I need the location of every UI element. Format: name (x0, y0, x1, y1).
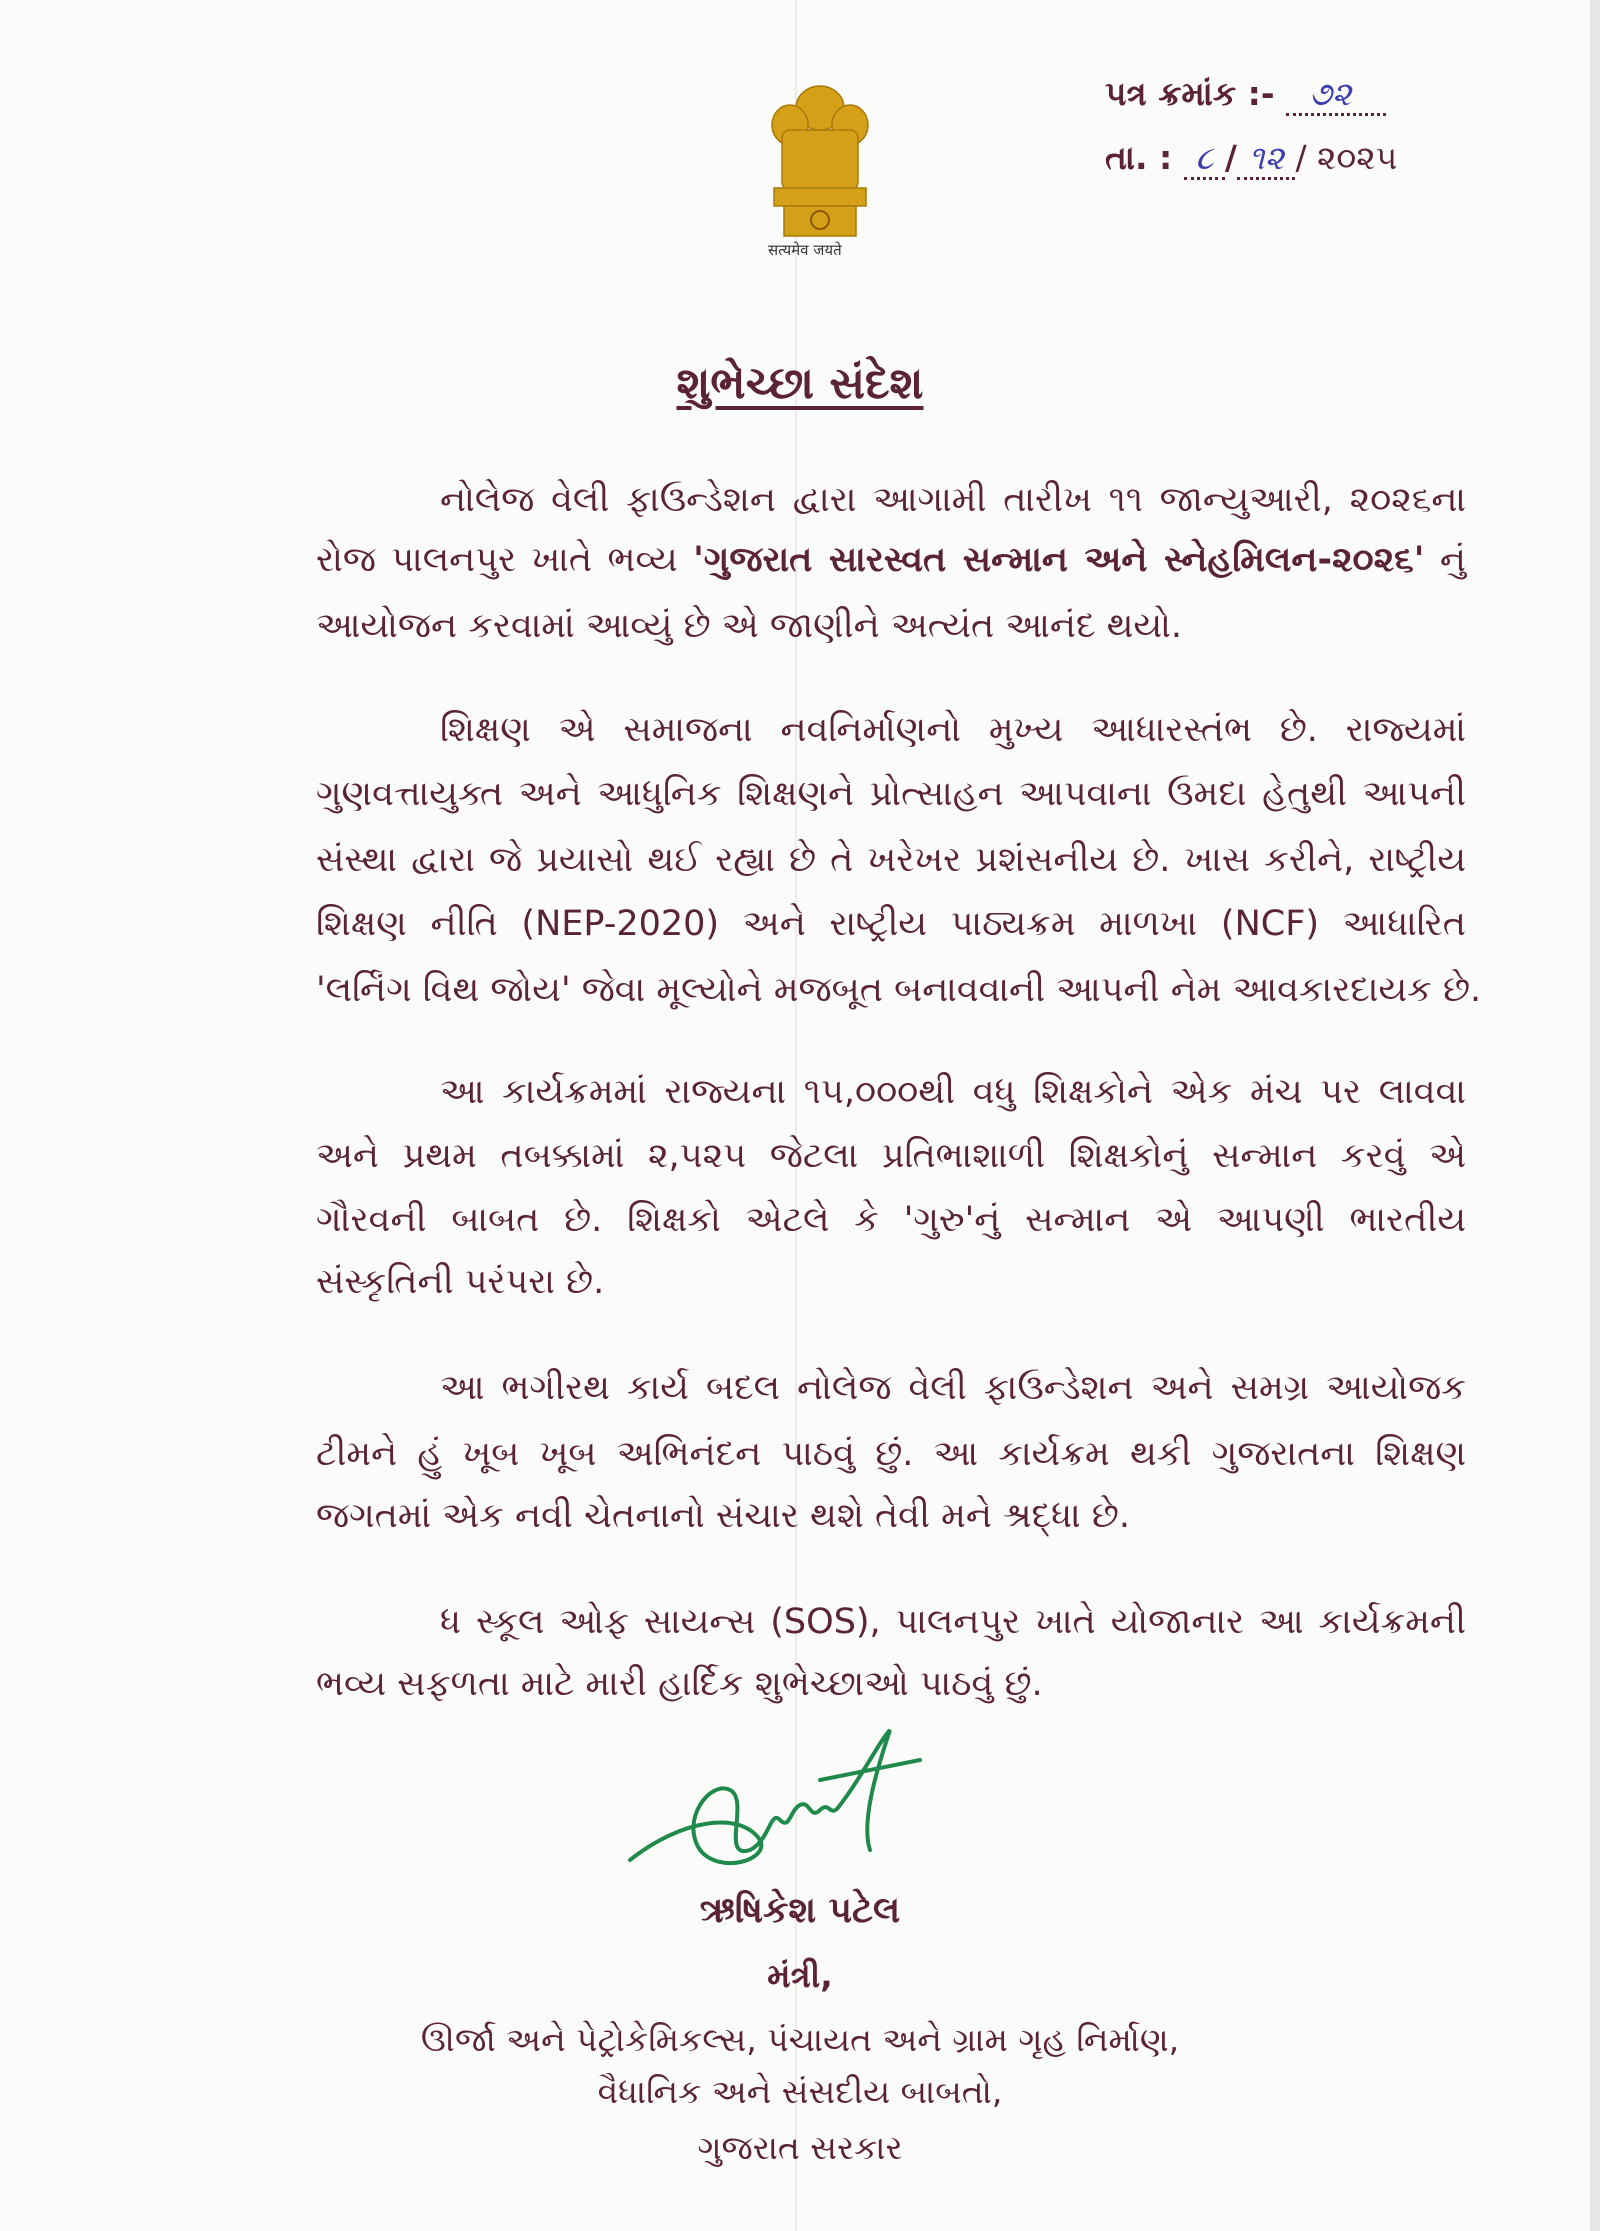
paragraph-line: જગતમાં એક નવી ચેતનાનો સંચાર થશે તેવી મને શ્રદ્ધા છે. (316, 1496, 1130, 1536)
paragraph-line: શિક્ષણ એ સમાજના નવનિર્માણનો મુખ્ય આધારસ્તંભ છે. રાજ્યમાં (440, 710, 1466, 750)
emblem-motto: सत्यमेव जयते (768, 241, 842, 259)
signatory-government: ગુજરાત સરકાર (697, 2128, 903, 2167)
paragraph-line: અને પ્રથમ તબક્કામાં ૨,૫૨૫ જેટલા પ્રતિભાશાળી શિક્ષકોનું સન્માન કરવું એ (316, 1136, 1466, 1176)
event-name: 'ગુજરાત સારસ્વત સન્માન અને સ્નેહમિલન-૨૦૨૬' (693, 540, 1425, 580)
paragraph-line: સંસ્થા દ્વારા જે પ્રયાસો થઈ રહ્યા છે તે ખરેખર પ્રશંસનીય છે. ખાસ કરીને, રાષ્ટ્રીય (316, 840, 1466, 880)
signatory-department: વૈધાનિક અને સંસદીય બાબતો, (597, 2072, 1003, 2111)
paragraph-line: ગૌરવની બાબત છે. શિક્ષકો એટલે કે 'ગુરુ'નું સન્માન એ આપણી ભારતીય (316, 1200, 1466, 1240)
paragraph-line: ટીમને હું ખૂબ ખૂબ અભિનંદન પાઠવું છું. આ કાર્યક્રમ થકી ગુજરાતના શિક્ષણ (316, 1434, 1466, 1474)
date-day-field (1184, 138, 1225, 180)
letter-date: તા. : ૮ / ૧૨ / ૨૦૨૫ (1105, 138, 1397, 178)
text-span: નું (1439, 540, 1466, 580)
letter-number-label: પત્ર ક્રમાંક :- (1105, 74, 1275, 113)
paragraph-line: આ કાર્યક્રમમાં રાજ્યના ૧૫,૦૦૦થી વધુ શિક્ષકોને એક મંચ પર લાવવા (440, 1072, 1466, 1112)
date-month-field (1237, 138, 1296, 180)
signatory-name: ઋષિકેશ પટેલ (699, 1890, 901, 1931)
date-label: તા. : (1105, 138, 1173, 177)
paragraph-line: 'લર્નિંગ વિથ જોય' જેવા મૂલ્યોને મજબૂત બનાવવાની આપની નેમ આવકારદાયક છે. (316, 970, 1482, 1010)
signature-icon (620, 1700, 940, 1900)
signatory-department: ઊર્જા અને પેટ્રોકેમિકલ્સ, પંચાયત અને ગ્રામ ગૃહ નિર્માણ, (420, 2020, 1180, 2059)
signatory-designation: મંત્રી, (767, 1956, 833, 1995)
paragraph-line: નોલેજ વેલી ફાઉન્ડેશન દ્વારા આગામી તારીખ ૧૧ જાન્યુઆરી, ૨૦૨૬ના (440, 480, 1466, 520)
page-title: શુભેચ્છા સંદેશ (676, 358, 924, 409)
text-span: રોજ પાલનપુર ખાતે ભવ્ય (316, 540, 678, 580)
national-emblem-icon (760, 70, 880, 265)
paragraph-line: આ ભગીરથ કાર્ય બદલ નોલેજ વેલી ફાઉન્ડેશન અને સમગ્ર આયોજક (440, 1368, 1466, 1408)
letter-number-value: ૭૨ (1309, 74, 1352, 113)
letter-number-field (1286, 74, 1386, 116)
paragraph-line: ધ સ્કૂલ ઓફ સાયન્સ (SOS), પાલનપુર ખાતે યોજાનાર આ કાર્યક્રમની (440, 1602, 1466, 1642)
paragraph-line: સંસ્કૃતિની પરંપરા છે. (316, 1262, 605, 1302)
paragraph-line: આયોજન કરવામાં આવ્યું છે એ જાણીને અત્યંત આનંદ થયો. (316, 606, 1183, 646)
date-day: ૮ (1195, 138, 1214, 177)
date-month: ૧૨ (1248, 138, 1284, 177)
date-year: / ૨૦૨૫ (1295, 138, 1398, 177)
paragraph-line: ગુણવત્તાયુક્ત અને આધુનિક શિક્ષણને પ્રોત્સાહન આપવાના ઉમદા હેતુથી આપની (316, 774, 1466, 814)
paragraph-line (316, 538, 1466, 582)
letter-number (1105, 74, 1386, 114)
paragraph-line: શિક્ષણ નીતિ (NEP-2020) અને રાષ્ટ્રીય પાઠ્યક્રમ માળખા (NCF) આધારિત (316, 904, 1466, 944)
paragraph-line: ભવ્ય સફળતા માટે મારી હાર્દિક શુભેચ્છાઓ પાઠવું છું. (316, 1664, 1043, 1704)
